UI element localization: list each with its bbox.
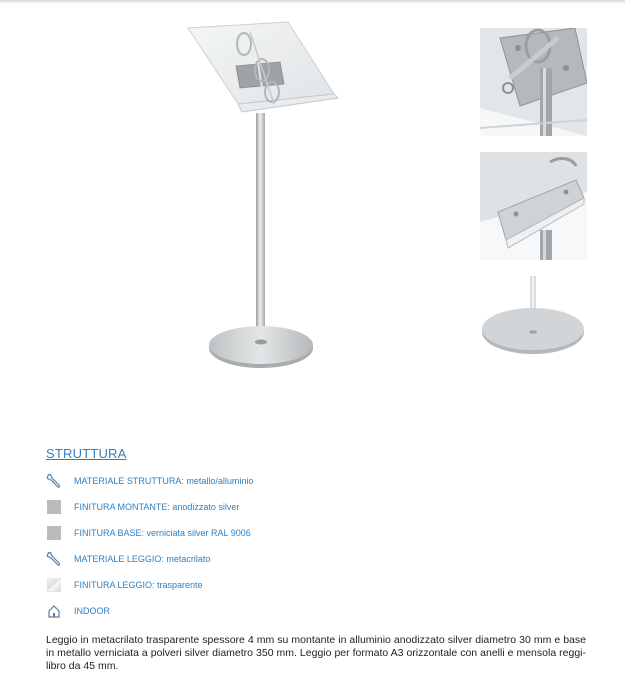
wrench-icon <box>46 473 62 489</box>
spec-text: FINITURA BASE: verniciata silver RAL 9006 <box>74 528 251 538</box>
spec-list <box>46 468 446 624</box>
spec-row-finitura-leggio <box>46 572 446 598</box>
detail-image-book-ledge <box>480 152 587 260</box>
product-image-lectern <box>180 18 350 378</box>
top-divider <box>0 0 625 4</box>
spec-text: INDOOR <box>74 606 110 616</box>
spec-row-finitura-montante <box>46 494 446 520</box>
house-icon <box>46 603 62 619</box>
detail-image-base <box>480 276 587 384</box>
spec-row-materiale-leggio <box>46 546 446 572</box>
gray-swatch-icon <box>46 525 62 541</box>
gray-swatch-icon <box>46 499 62 515</box>
spec-row-indoor <box>46 598 446 624</box>
detail-image-bracket <box>480 28 587 136</box>
section-title[interactable]: STRUTTURA <box>46 446 127 461</box>
spec-text: FINITURA LEGGIO: trasparente <box>74 580 203 590</box>
spec-text: MATERIALE STRUTTURA: metallo/alluminio <box>74 476 254 486</box>
spec-text: MATERIALE LEGGIO: metacrilato <box>74 554 211 564</box>
spec-row-materiale-struttura <box>46 468 446 494</box>
wrench-icon <box>46 551 62 567</box>
transparent-swatch-icon <box>46 577 62 593</box>
spec-text: FINITURA MONTANTE: anodizzato silver <box>74 502 240 512</box>
spec-row-finitura-base <box>46 520 446 546</box>
product-description: Leggio in metacrilato trasparente spessore 4 mm su montante in alluminio anodizzato silver diametro 30 mm e base in metallo verniciata a polveri silver diametro 350 mm. Leggio per formato A3 orizzontale con anelli e mensola reggi-libro da 45 mm. <box>46 634 586 672</box>
